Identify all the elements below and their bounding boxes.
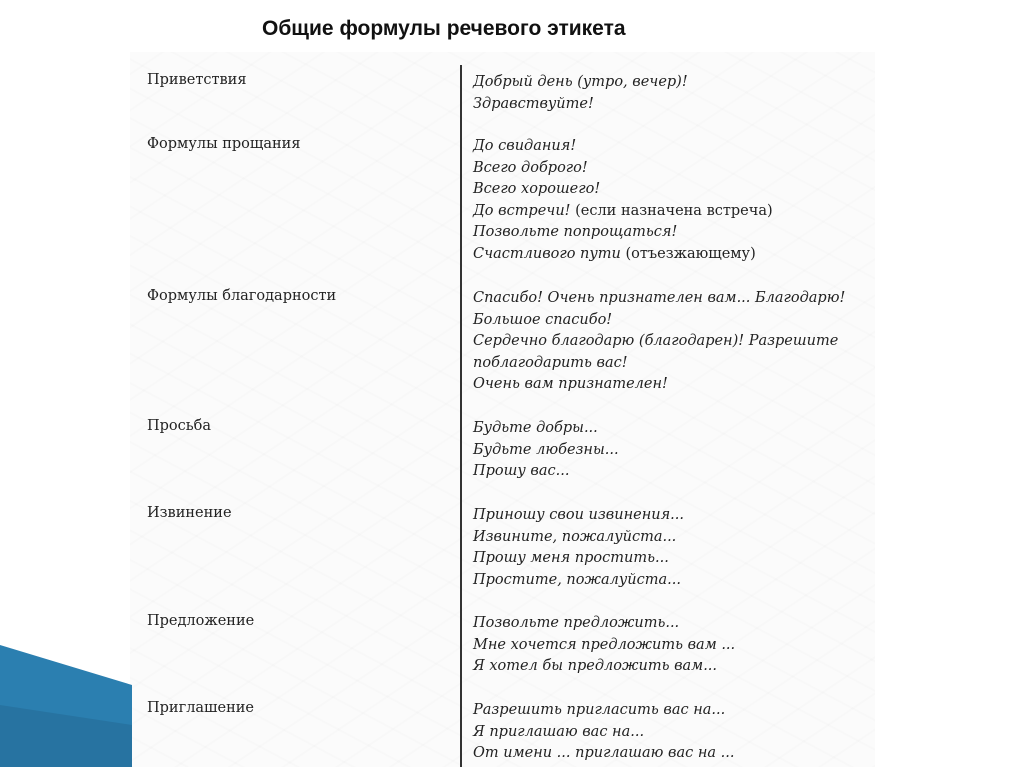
phrase: До свидания! <box>473 138 577 154</box>
phrase: Будьте любезны... <box>473 441 619 458</box>
phrase: Будьте добры... <box>473 420 598 436</box>
category-label: Формулы прощания <box>147 136 301 152</box>
phrase: Позвольте предложить... <box>473 615 680 631</box>
phrase: Спасибо! Очень признателен вам... Благодарю! <box>473 290 846 306</box>
phrase: Мне хочется предложить вам ... <box>473 636 736 653</box>
phrase: Прошу вас... <box>473 463 570 479</box>
category-label: Приветствия <box>147 72 247 88</box>
slide-title: Общие формулы речевого этикета <box>262 17 626 40</box>
phrase: поблагодарить вас! <box>473 354 628 371</box>
decorative-corner-wedge <box>0 645 132 767</box>
category-label: Формулы благодарности <box>147 288 337 304</box>
phrase: Извините, пожалуйста... <box>473 528 677 545</box>
phrase: Приношу свои извинения... <box>473 507 685 523</box>
phrase: Добрый день (утро, вечер)! <box>473 74 688 90</box>
phrase: Разрешить пригласить вас на... <box>473 702 726 718</box>
category-label: Просьба <box>147 418 212 434</box>
phrase-with-note <box>473 201 773 223</box>
category-label: Извинение <box>147 505 232 521</box>
phrase: Я хотел бы предложить вам... <box>473 658 718 674</box>
phrase-list <box>473 136 773 265</box>
phrase-list <box>473 700 735 765</box>
phrase-list <box>473 613 735 678</box>
phrase-list <box>473 505 684 591</box>
phrase: Прошу меня простить... <box>473 550 669 566</box>
phrase-text: До встречи! <box>473 202 571 219</box>
phrase: Очень вам признателен! <box>473 376 668 392</box>
phrase-with-note <box>473 244 773 266</box>
phrase-text: Счастливого пути <box>473 245 621 262</box>
phrase: Сердечно благодарю (благодарен)! Разрешите <box>473 333 839 349</box>
phrase: Позвольте попрощаться! <box>473 224 678 240</box>
phrase-list <box>473 418 619 483</box>
phrase: Здравствуйте! <box>473 95 594 112</box>
phrase: Я приглашаю вас на... <box>473 723 645 740</box>
phrase-note: (отъезжающему) <box>625 245 756 262</box>
phrase: От имени ... приглашаю вас на ... <box>473 745 735 761</box>
phrase-note: (если назначена встреча) <box>575 202 773 219</box>
phrase: Большое спасибо! <box>473 311 613 328</box>
phrase: Простите, пожалуйста... <box>473 571 681 588</box>
phrase-list <box>473 288 845 396</box>
category-label: Приглашение <box>147 700 255 716</box>
category-label: Предложение <box>147 613 255 629</box>
phrase: Всего доброго! <box>473 159 588 176</box>
phrase-list <box>473 72 688 115</box>
phrase: Всего хорошего! <box>473 181 601 197</box>
column-divider <box>460 65 462 767</box>
